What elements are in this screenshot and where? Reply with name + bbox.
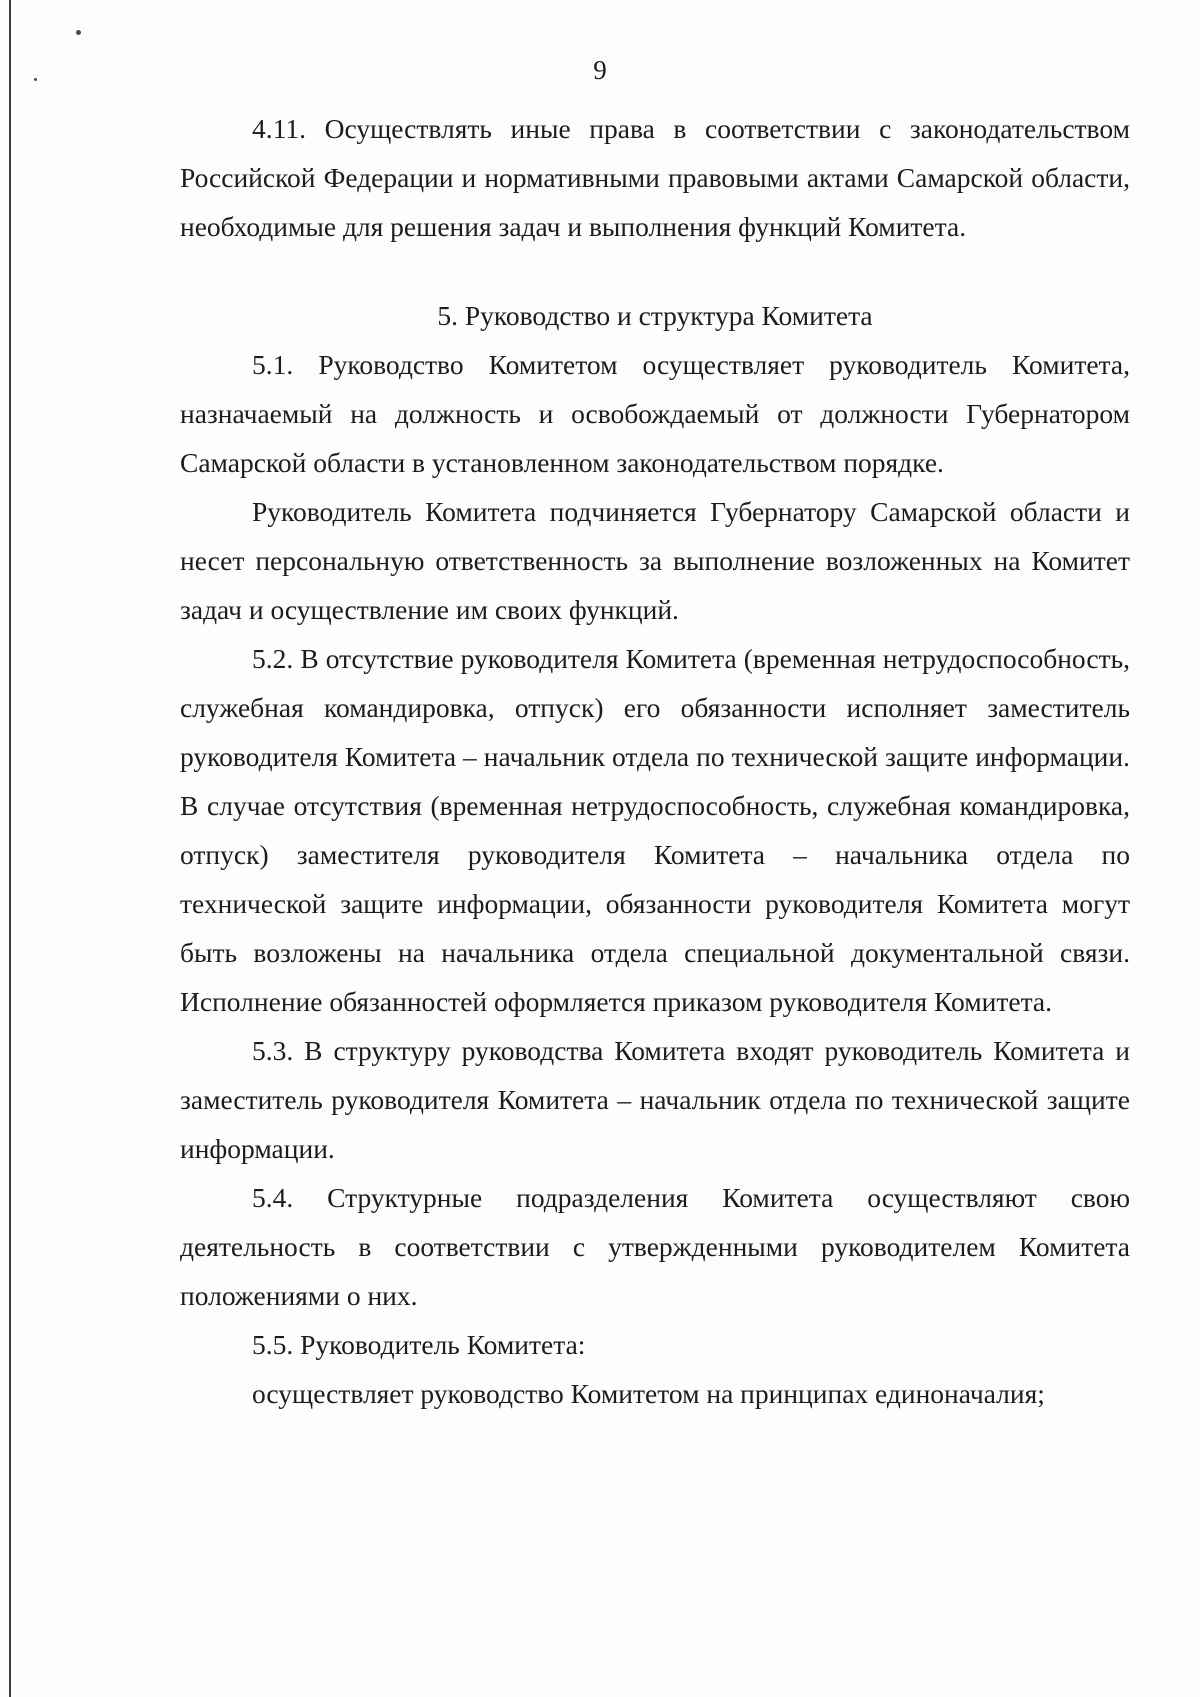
- paragraph-5-1-continued: Руководитель Комитета подчиняется Губернатору Самарской области и несет персональную ответственность за выполнение возложенных на Комитет задач и осуществление им своих функций.: [180, 496, 1130, 625]
- document-body: [180, 104, 1130, 1418]
- paragraph-5-5: 5.5. Руководитель Комитета:: [252, 1329, 586, 1360]
- paragraph-5-4: 5.4. Структурные подразделения Комитета осуществляют свою деятельность в соответствии с утвержденными руководителем Комитета положениями о них.: [180, 1182, 1130, 1311]
- paragraph-4-11: 4.11. Осуществлять иные права в соответствии с законодательством Российской Федерации и нормативными правовыми актами Самарской области, необходимые для решения задач и выполнения функций Комитета.: [180, 113, 1130, 242]
- page-number: 9: [593, 55, 607, 85]
- paragraph-5-2: 5.2. В отсутствие руководителя Комитета (временная нетрудоспособность, служебная командировка, отпуск) его обязанности исполняет заместитель руководителя Комитета – начальник отдела по технической защите информации. В случае отсутствия (временная нетрудоспособность, служебная командировка, отпуск) заместителя руководителя Комитета – начальника отдела по технической защите информации, обязанности руководителя Комитета могут быть возложены на начальника отдела специальной документальной связи. Исполнение обязанностей оформляется приказом руководителя Комитета.: [180, 643, 1130, 1017]
- section-heading: 5. Руководство и структура Комитета: [437, 300, 873, 331]
- scan-speck: [76, 30, 81, 35]
- paragraph-5-3: 5.3. В структуру руководства Комитета входят руководитель Комитета и заместитель руководителя Комитета – начальник отдела по технической защите информации.: [180, 1035, 1130, 1164]
- paragraph-5-1: 5.1. Руководство Комитетом осуществляет руководитель Комитета, назначаемый на должность и освобождаемый от должности Губернатором Самарской области в установленном законодательством порядке.: [180, 349, 1130, 478]
- scan-left-edge: [9, 0, 11, 1697]
- paragraph-5-5-item: осуществляет руководство Комитетом на принципах единоначалия;: [252, 1378, 1045, 1409]
